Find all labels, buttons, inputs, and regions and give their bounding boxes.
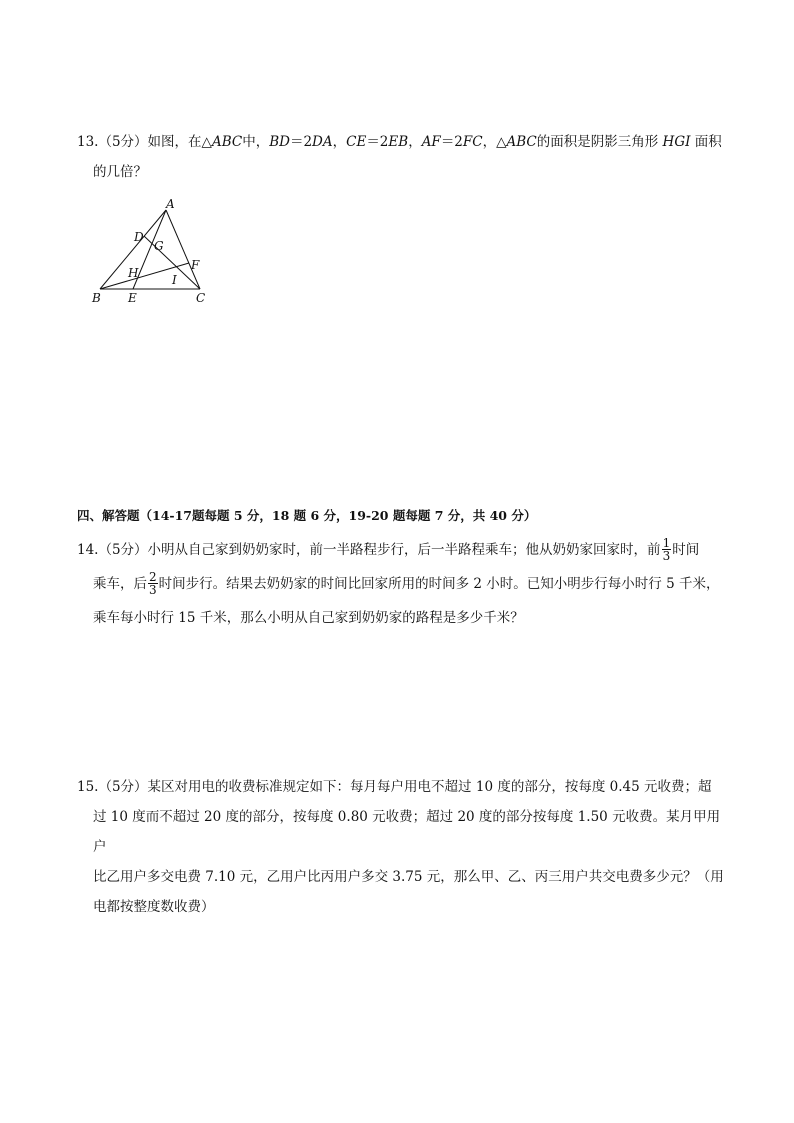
label-a: A <box>166 197 175 211</box>
question-15 <box>77 772 727 922</box>
label-d: D <box>134 230 144 244</box>
q15-line-3: 比乙用户多交电费 7.10 元，乙用户比丙用户多交 3.75 元，那么甲、乙、丙三用户共交电费多少元？（用 <box>93 869 724 885</box>
q15-line-1: 15.（5分）某区对用电的收费标准规定如下：每月每户用电不超过 10 度的部分，按每度 0.45 元收费；超 <box>77 779 712 795</box>
q15-line-2: 过 10 度而不超过 20 度的部分，按每度 0.80 元收费；超过 20 度的部分按每度 1.50 元收费。某月甲用户 <box>93 809 721 855</box>
question-14 <box>77 533 727 635</box>
label-c: C <box>196 291 206 305</box>
label-h: H <box>128 266 139 280</box>
label-e: E <box>128 291 137 305</box>
section-heading: 四、解答题（14-17题每题 5 分，18 题 6 分，19-20 题每题 7 分，共 40 分） <box>77 508 537 523</box>
fraction-one-third: $\frac{1}{3}$ <box>662 536 671 563</box>
q15-line-4: 电都按整度数收费） <box>93 899 215 915</box>
q14-line-3: 乘车每小时行 15 千米，那么小明从自己家到奶奶家的路程是多少千米？ <box>93 610 524 626</box>
q14-line-1: 14.（5分）小明从自己家到奶奶家时，前一半路程步行，后一半路程乘车；他从奶奶家回家时，前 $\frac{1}{3}$ 时间 <box>77 536 700 563</box>
question-13 <box>77 127 727 187</box>
q13-line-2: 的几倍？ <box>93 164 147 180</box>
label-f: F <box>191 258 200 272</box>
label-b: B <box>92 291 101 305</box>
label-i: I <box>172 273 177 287</box>
q14-line-2: 乘车，后 $\frac{2}{3}$ 时间步行。结果去奶奶家的时间比回家所用的时间多 2 小时。已知小明步行每小时行 5 千米， <box>93 570 720 597</box>
triangle-figure <box>88 193 218 308</box>
q13-line-1: 13.（5分）如图，在△ABC中，BD＝2DA，CE＝2EB，AF＝2FC，△ABC的面积是阴影三角形 HGI 面积 <box>77 134 722 150</box>
label-g: G <box>154 239 164 253</box>
fraction-two-thirds: $\frac{2}{3}$ <box>149 570 157 597</box>
